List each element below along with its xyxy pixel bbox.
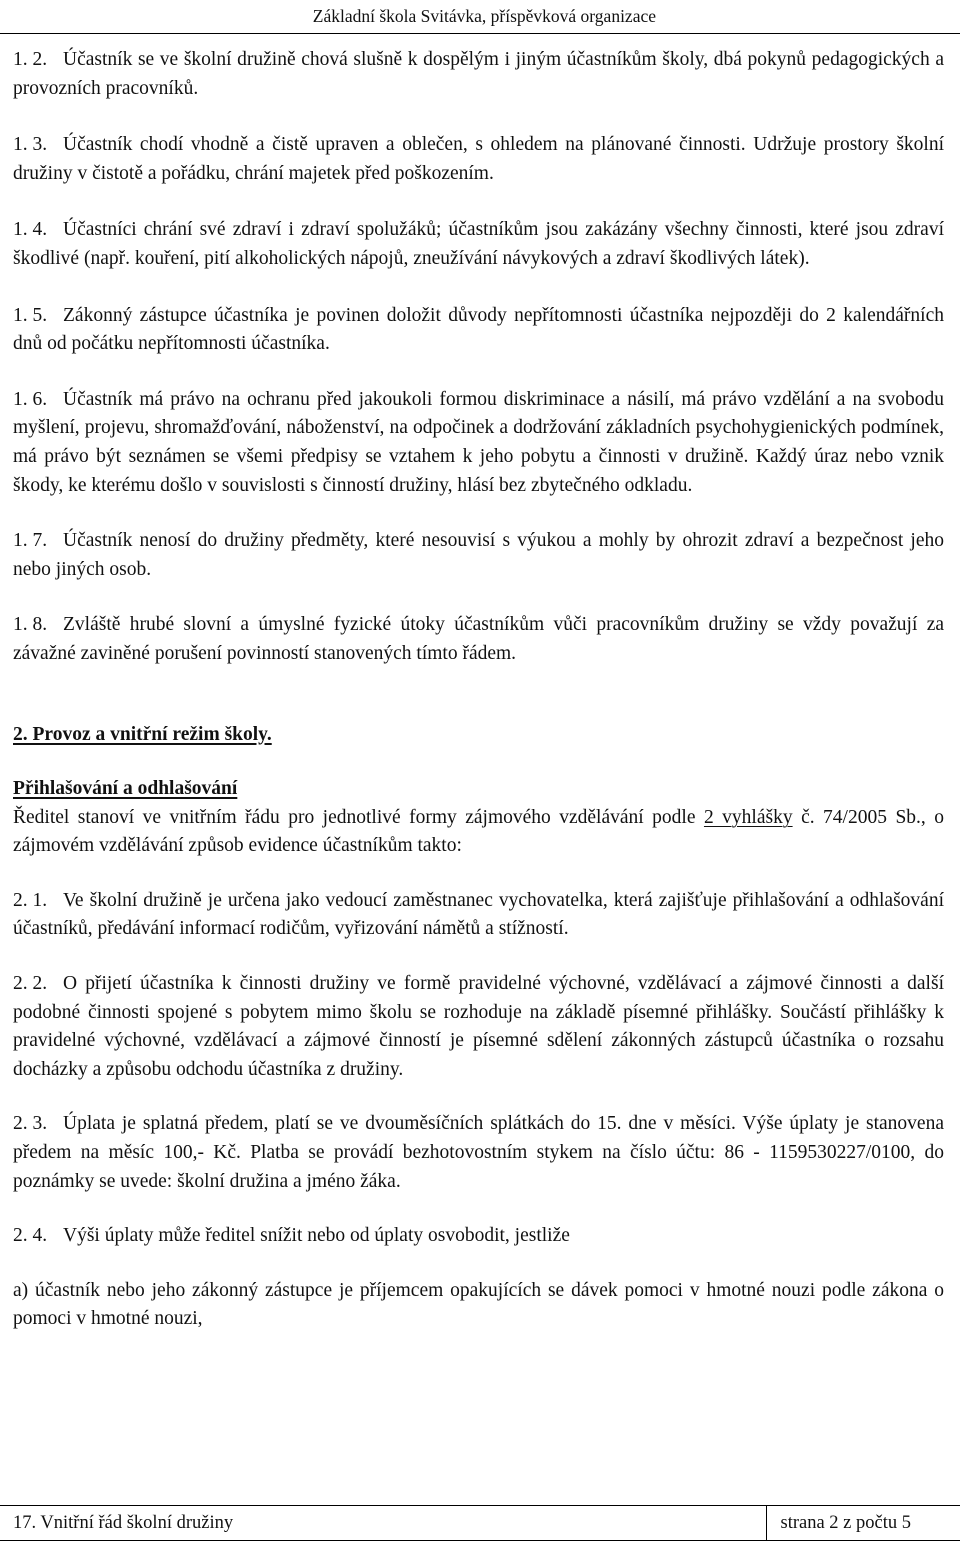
paragraph-text: Úplata je splatná předem, platí se ve dvouměsíčních splátkách do 15. dne v měsíci. Výše úplaty je stanovena předem na měsíc 100,- Kč. Platba se provádí bezhotovostním stykem na číslo účtu: 86 - 1159530227/0100, do poznámky se uvede: školní družina a jméno žáka. — [13, 1113, 944, 1192]
paragraph-1-8 — [13, 611, 944, 668]
paragraph-number: 2. 3. — [13, 1113, 48, 1135]
paragraph-text: Výši úplaty může ředitel snížit nebo od úplaty osvobodit, jestliže — [63, 1225, 570, 1247]
page-header — [0, 0, 960, 34]
paragraph-number: 1. 4. — [13, 219, 48, 241]
paragraph-number: 2. 4. — [13, 1225, 48, 1247]
page-number: strana 2 z počtu 5 — [780, 1513, 911, 1533]
document-body — [13, 44, 944, 1334]
paragraph-text: Účastník chodí vhodně a čistě upraven a oblečen, s ohledem na plánované činnosti. Udržuje prostory školní družiny v čistotě a pořádku, chrání majetek před poškozením. — [13, 134, 944, 184]
paragraph-1-4 — [13, 216, 944, 273]
footer-divider — [766, 1506, 767, 1540]
paragraph-number: 1. 2. — [13, 49, 48, 70]
paragraph-text: Zvláště hrubé slovní a úmyslné fyzické útoky účastníkům vůči pracovníkům družiny se vždy považují za závažné zaviněné porušení povinností stanovených tímto řádem. — [13, 614, 944, 664]
paragraph-2-1 — [13, 887, 944, 944]
paragraph-text: Účastník má právo na ochranu před jakoukoli formou diskriminace a násilí, má právo vzdělání a na svobodu myšlení, projevu, shromažďování, náboženství, na odpočinek a dodržování základních psychohygienických podmínek, má právo být seznámen se všemi předpisy se vztahem k jeho pobytu a činnosti v družině. Každý úraz nebo vznik škody, ke kterému došlo v souvislosti s činností družiny, hlásí bez zbytečného odkladu. — [13, 388, 944, 496]
paragraph-text: O přijetí účastníka k činnosti družiny ve formě pravidelné výchovné, vzdělávací a zájmové činnosti a další podobné činnosti spojené s pobytem mimo školu se rozhoduje na základě písemné přihlášky. Součástí přihlášky k pravidelné výchovné, vzdělávací a zájmové činností je písemné sdělení zákonných zástupců účastníka o rozsahu docházky a způsobu odchodu účastníka z družiny. — [13, 973, 944, 1080]
paragraph-1-7 — [13, 527, 944, 584]
intro-text-cont: č. 74/2005 Sb., o zájmovém vzdělávání způsob evidence účastníkům takto: — [13, 806, 945, 857]
paragraph-text: Účastník se ve školní družině chová slušně k dospělým i jiným účastníkům školy, dbá pokynů pedagogických a provozních pracovníků. — [13, 49, 944, 99]
point-a: a) účastník nebo jeho zákonný zástupce je příjemcem opakujících se dávek pomoci v hmotné nouzi podle zákona o pomoci v hmotné nouzi, — [13, 1279, 944, 1330]
paragraph-1-5 — [13, 302, 944, 359]
section-2-title: 2. Provoz a vnitřní režim školy. — [13, 723, 272, 745]
paragraph-2-2 — [13, 970, 944, 1084]
school-name: Základní škola Svitávka, příspěvková organizace — [312, 6, 656, 26]
intro-text: Ředitel stanoví ve vnitřním řádu pro jednotlivé formy zájmového vzdělávání podle — [13, 806, 696, 828]
paragraph-text: Účastníci chrání své zdraví i zdraví spolužáků; účastníkům jsou zakázány všechny činnosti, které jsou zdraví škodlivé (např. kouření, pití alkoholických nápojů, zneužívání návykových a zdraví škodlivých látek). — [13, 219, 944, 269]
paragraph-2-4 — [13, 1222, 944, 1251]
regulation-reference: 2 vyhlášky — [703, 806, 793, 828]
paragraph-text: Zákonný zástupce účastníka je povinen doložit důvody nepřítomnosti účastníka nejpozději do 2 kalendářních dnů od počátku nepřítomnosti účastníka. — [13, 304, 944, 355]
paragraph-1-2 — [13, 46, 944, 103]
paragraph-number: 1. 5. — [13, 304, 48, 326]
paragraph-1-3 — [13, 131, 944, 188]
paragraph-number: 1. 6. — [13, 388, 48, 410]
paragraph-number: 2. 1. — [13, 889, 48, 911]
page-footer — [0, 1505, 960, 1541]
paragraph-1-6 — [13, 386, 944, 500]
paragraph-number: 2. 2. — [13, 973, 48, 995]
paragraph-number: 1. 3. — [13, 134, 48, 156]
paragraph-number: 1. 7. — [13, 530, 48, 552]
paragraph-text: Účastník nenosí do družiny předměty, které nesouvisí s výukou a mohly by ohrozit zdraví a bezpečnost jeho nebo jiných osob. — [13, 530, 944, 580]
paragraph-2-3 — [13, 1110, 944, 1196]
paragraph-number: 1. 8. — [13, 614, 48, 636]
document-title: 17. Vnitřní řád školní družiny — [13, 1513, 234, 1533]
subsection-title: Přihlašování a odhlašování — [13, 778, 238, 800]
section-2-intro — [13, 804, 944, 861]
paragraph-text: Ve školní družině je určena jako vedoucí zaměstnanec vychovatelka, která zajišťuje přihlašování a odhlašování účastníků, předávání informací rodičům, vyřizování námětů a stížností. — [13, 889, 944, 940]
